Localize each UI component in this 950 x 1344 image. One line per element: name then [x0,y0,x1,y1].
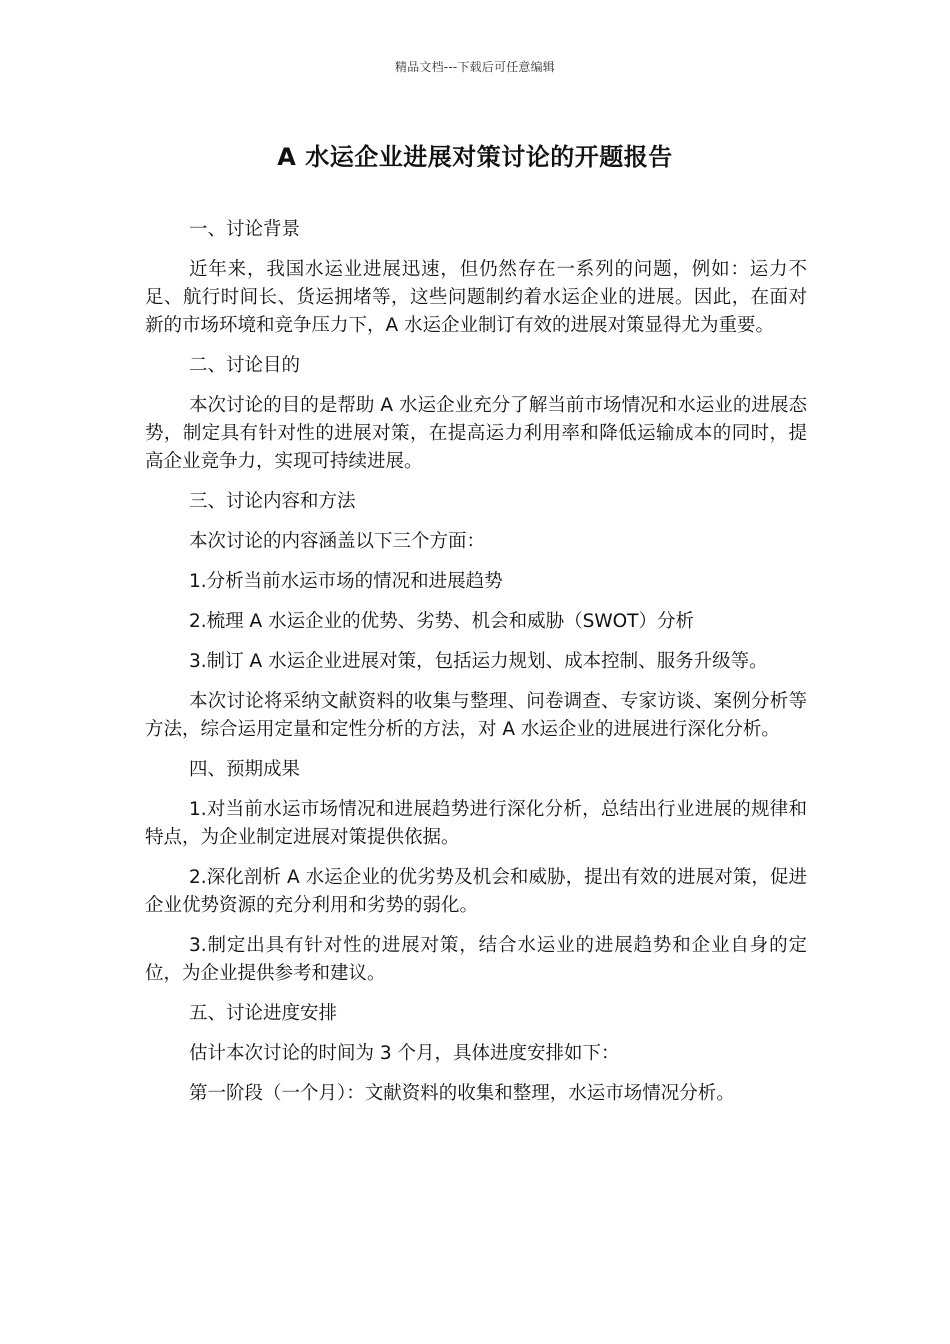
section-heading-background: 一、讨论背景 [189,219,301,240]
section-heading-purpose: 二、讨论目的 [189,355,301,376]
section-heading-content: 三、讨论内容和方法 [189,491,356,512]
document-body [145,216,807,1120]
paragraph-schedule-phase-1: 第一阶段（一个月）：文献资料的收集和整理，水运市场情况分析。 [189,1083,735,1104]
paragraph-purpose: 本次讨论的目的是帮助 A 水运企业充分了解当前市场情况和水运业的进展态势，制定具有针对性的进展对策，在提高运力利用率和降低运输成本的同时，提高企业竞争力，实现可持续进展。 [145,395,807,472]
list-item-content-3: 3.制订 A 水运企业进展对策，包括运力规划、成本控制、服务升级等。 [189,651,768,672]
section-heading-results: 四、预期成果 [189,759,301,780]
paragraph-content-intro: 本次讨论的内容涵盖以下三个方面： [189,531,486,552]
list-item-content-1: 1.分析当前水运市场的情况和进展趋势 [189,571,503,592]
section-heading-schedule: 五、讨论进度安排 [189,1003,338,1024]
document-title: A 水运企业进展对策讨论的开题报告 [277,143,673,171]
paragraph-background: 近年来，我国水运业进展迅速，但仍然存在一系列的问题，例如：运力不足、航行时间长、货运拥堵等，这些问题制约着水运企业的进展。因此，在面对新的市场环境和竞争压力下，A 水运企业制订有效的进展对策显得尤为重要。 [145,259,807,336]
list-item-content-2: 2.梳理 A 水运企业的优势、劣势、机会和威胁（SWOT）分析 [189,611,694,632]
paragraph-schedule-intro: 估计本次讨论的时间为 3 个月，具体进度安排如下： [189,1043,620,1064]
list-item-results-3: 3.制定出具有针对性的进展对策，结合水运业的进展趋势和企业自身的定位，为企业提供参考和建议。 [145,935,807,984]
paragraph-method: 本次讨论将采纳文献资料的收集与整理、问卷调查、专家访谈、案例分析等方法，综合运用定量和定性分析的方法，对 A 水运企业的进展进行深化分析。 [145,691,807,740]
header-note: 精品文档---下载后可任意编辑 [395,60,555,74]
list-item-results-2: 2.深化剖析 A 水运企业的优劣势及机会和威胁，提出有效的进展对策，促进企业优势资源的充分利用和劣势的弱化。 [145,867,807,916]
list-item-results-1: 1.对当前水运市场情况和进展趋势进行深化分析，总结出行业进展的规律和特点，为企业制定进展对策提供依据。 [145,799,807,848]
